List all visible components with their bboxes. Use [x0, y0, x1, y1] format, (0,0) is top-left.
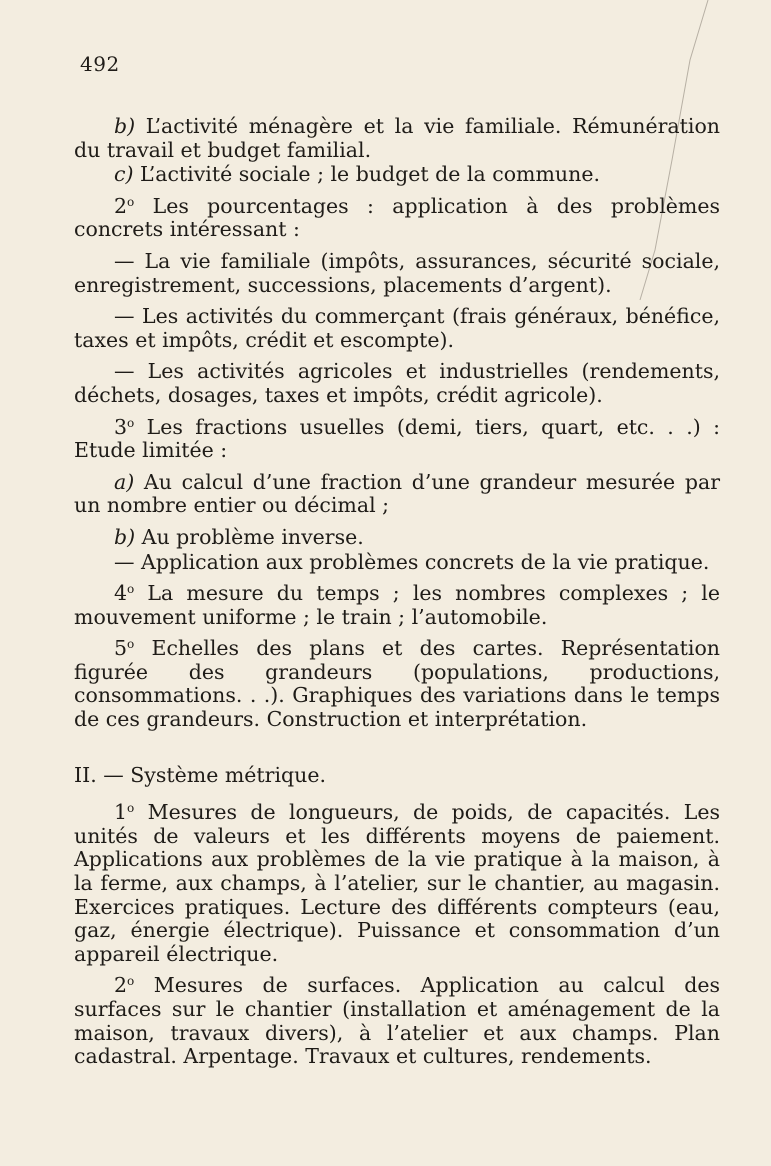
paragraph-b-inverse: [74, 526, 720, 550]
paragraph-text: — La vie familiale (impôts, assurances, sécurité sociale, enregistrement, successions, placements d’argent).: [74, 248, 720, 297]
paragraph-text: Echelles des plans et des cartes. Représentation figurée des grandeurs (populations, productions, consommations. . .). Graphiques des variations dans le temps de ces grandeurs. Construction et interprétation.: [74, 636, 720, 732]
paragraph-text: Au calcul d’une fraction d’une grandeur mesurée par un nombre entier ou décimal ;: [74, 469, 720, 518]
paragraph-5-echelles: [74, 637, 720, 731]
paragraph-text: — Les activités du commerçant (frais généraux, bénéfice, taxes et impôts, crédit et escompte).: [74, 304, 720, 352]
list-label: b): [114, 524, 136, 549]
ordinal-mark: o: [127, 637, 135, 652]
ordinal-mark: o: [127, 801, 135, 816]
paragraph-text: Mesures de longueurs, de poids, de capacités. Les unités de valeurs et les différents moyens de paiement. Applications aux problèmes de la vie pratique à la maison, à la ferme, aux champs, à l’atelier, sur le chantier, au magasin. Exercices pratiques. Lecture des différents compteurs (eau, gaz, énergie électrique). Puissance et consommation d’un appareil électrique.: [74, 800, 720, 966]
ordinal-mark: o: [127, 415, 135, 430]
paragraph-s2-1-mesures: [74, 801, 720, 966]
paragraph-text: Au problème inverse.: [135, 524, 364, 549]
paragraph-3-fractions: [74, 416, 720, 463]
paragraph-dash-vie-familiale: [74, 250, 720, 297]
paragraph-text: L’activité sociale ; le budget de la commune.: [133, 162, 600, 187]
paragraph-dash-commercant: [74, 305, 720, 352]
paragraph-text: Mesures de surfaces. Application au calcul des surfaces sur le chantier (installation et aménagement de la maison, travaux divers), à l’atelier et aux champs. Plan cadastral. Arpentage. Travaux et cultures, rendements.: [74, 973, 720, 1069]
paragraph-b-menagere: [74, 115, 720, 162]
paragraph-text: Les pourcentages : application à des problèmes concrets intéressant :: [74, 193, 720, 242]
paragraph-s2-2-surfaces: [74, 974, 720, 1068]
ordinal-mark: o: [127, 582, 135, 597]
paragraph-text: La mesure du temps ; les nombres complexes ; le mouvement uniforme ; le train ; l’automobile.: [74, 581, 720, 629]
paragraph-text: — Les activités agricoles et industrielles (rendements, déchets, dosages, taxes et impôts, crédit agricole).: [74, 359, 720, 407]
item-number: 2: [114, 193, 128, 218]
ordinal-mark: o: [127, 194, 135, 209]
page-number: 492: [80, 52, 120, 76]
item-number: 1: [114, 800, 128, 825]
item-number: 4: [114, 581, 128, 606]
item-number: 2: [114, 973, 128, 998]
paragraph-a-calcul: [74, 471, 720, 518]
ordinal-mark: o: [127, 974, 135, 989]
page-body: [74, 115, 720, 1077]
section-heading-systeme-metrique: II. — Système métrique.: [74, 762, 326, 787]
list-label: c): [114, 162, 134, 187]
paragraph-dash-application: [74, 551, 720, 575]
paragraph-text: Les fractions usuelles (demi, tiers, quart, etc. . .) : Etude limitée :: [74, 414, 720, 463]
paragraph-c-sociale: [74, 163, 720, 187]
item-number: 3: [114, 414, 128, 439]
paragraph-4-temps: [74, 582, 720, 629]
paragraph-text: — Application aux problèmes concrets de la vie pratique.: [114, 549, 710, 574]
paragraph-2-pourcentages: [74, 195, 720, 242]
list-label: a): [114, 469, 135, 494]
paragraph-dash-agricoles: [74, 360, 720, 407]
item-number: 5: [114, 636, 128, 661]
paragraph-text: L’activité ménagère et la vie familiale. Rémunération du travail et budget familial.: [74, 114, 720, 162]
list-label: b): [114, 114, 136, 138]
